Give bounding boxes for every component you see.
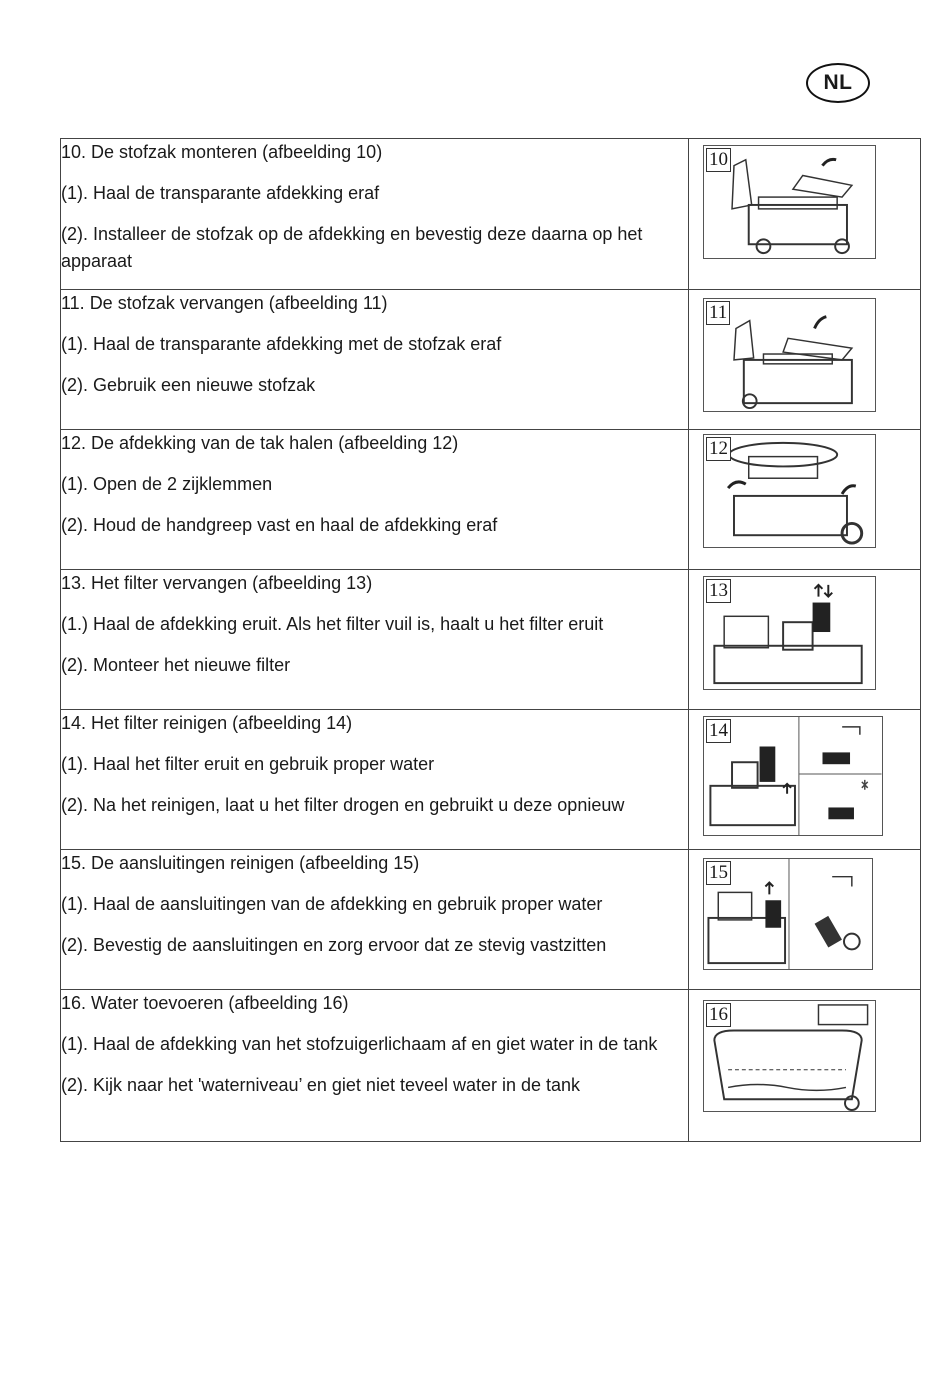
figure-number: 11 [706,301,730,325]
connector-clean-illustration [703,858,873,970]
step-line: (2). Monteer het nieuwe filter [61,655,291,675]
step-line: (2). Installeer de stofzak op de afdekking en bevestig deze daarna op het apparaat [61,224,643,271]
step-title: 15. De aansluitingen reinigen (afbeelding 15) [61,853,420,873]
figure-number: 13 [706,579,731,603]
step-row-10 [61,139,921,290]
step-text-cell [61,139,689,290]
step-text-cell [61,990,689,1142]
filter-clean-illustration [703,716,883,836]
step-line: (1). Open de 2 zijklemmen [61,474,273,494]
water-fill-illustration [703,1000,876,1112]
figure-number: 14 [706,719,731,743]
step-title: 13. Het filter vervangen (afbeelding 13) [61,573,373,593]
step-figure-cell [689,570,921,710]
dust-bag-replace-illustration [703,298,876,412]
step-title: 16. Water toevoeren (afbeelding 16) [61,993,349,1013]
step-row-16 [61,990,921,1142]
step-title: 10. De stofzak monteren (afbeelding 10) [61,142,383,162]
step-line: (2). Houd de handgreep vast en haal de afdekking eraf [61,515,498,535]
step-figure-cell [689,139,921,290]
step-row-12 [61,430,921,570]
step-line: (1). Haal de transparante afdekking met de stofzak eraf [61,334,502,354]
step-figure-cell [689,290,921,430]
step-row-11 [61,290,921,430]
step-figure-cell [689,430,921,570]
step-line: (2). Kijk naar het 'waterniveau’ en giet niet teveel water in de tank [61,1075,581,1095]
step-row-14 [61,710,921,850]
step-title: 14. Het filter reinigen (afbeelding 14) [61,713,353,733]
figure-number: 10 [706,148,731,172]
figure-number: 12 [706,437,731,461]
step-text-cell [61,710,689,850]
instruction-table [60,138,921,1142]
step-text-cell [61,570,689,710]
dust-bag-mount-illustration [703,145,876,259]
step-text-cell [61,290,689,430]
filter-replace-illustration [703,576,876,690]
step-line: (1). Haal de aansluitingen van de afdekking en gebruik proper water [61,894,603,914]
figure-number: 15 [706,861,731,885]
step-line: (1). Haal het filter eruit en gebruik proper water [61,754,435,774]
step-figure-cell [689,850,921,990]
step-title: 12. De afdekking van de tak halen (afbeelding 12) [61,433,459,453]
step-line: (2). Bevestig de aansluitingen en zorg ervoor dat ze stevig vastzitten [61,935,607,955]
step-row-15 [61,850,921,990]
step-text-cell [61,430,689,570]
step-row-13 [61,570,921,710]
step-line: (2). Na het reinigen, laat u het filter drogen en gebruikt u deze opnieuw [61,795,625,815]
step-text-cell [61,850,689,990]
step-figure-cell [689,990,921,1142]
cover-removal-illustration [703,434,876,548]
step-line: (1). Haal de afdekking van het stofzuigerlichaam af en giet water in de tank [61,1034,658,1054]
step-line: (2). Gebruik een nieuwe stofzak [61,375,316,395]
step-figure-cell [689,710,921,850]
step-line: (1). Haal de transparante afdekking eraf [61,183,380,203]
step-line: (1.) Haal de afdekking eruit. Als het filter vuil is, haalt u het filter eruit [61,614,604,634]
language-badge: NL [806,63,870,103]
step-title: 11. De stofzak vervangen (afbeelding 11) [61,293,388,313]
figure-number: 16 [706,1003,731,1027]
